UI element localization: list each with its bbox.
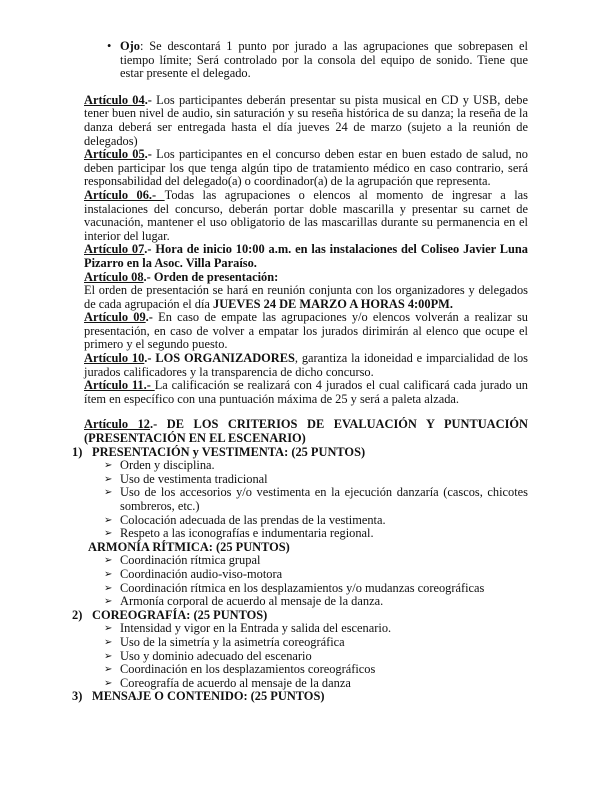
criteria-item-text: Intensidad y vigor en la Entrada y salida del escenario. <box>120 621 392 636</box>
criteria-item-text: Uso de los accesorios y/o vestimenta en la ejecución danzaría (cascos, chicotes sombreros, etc.) <box>120 485 528 513</box>
arrow-bullet-icon: ➢ <box>104 623 113 635</box>
criteria-item <box>84 622 528 636</box>
arrow-bullet-icon: ➢ <box>104 473 113 485</box>
criteria-item-text: Uso de vestimenta tradicional <box>120 471 268 486</box>
article-label: Artículo 12 <box>84 417 150 432</box>
article-04 <box>84 94 528 148</box>
article-08-heading <box>84 271 528 285</box>
criteria-item <box>84 459 528 473</box>
arrow-bullet-icon: ➢ <box>104 568 113 580</box>
criteria-item-text: Coreografía de acuerdo al mensaje de la danza <box>120 675 351 690</box>
criteria-section <box>84 541 528 555</box>
criteria-section <box>72 609 528 623</box>
section-number: 1) <box>72 444 83 459</box>
article-sep: .- <box>143 269 154 284</box>
arrow-bullet-icon: ➢ <box>104 664 113 676</box>
article-text: , garantiza la idoneidad e imparcialidad de los jurados calificadores y la transparencia de dicho concurso. <box>84 351 528 379</box>
article-label: Artículo 11.- <box>84 378 155 393</box>
article-emphasis: JUEVES 24 DE MARZO A HORAS 4:00PM. <box>213 296 453 311</box>
bullet-icon: • <box>107 39 112 53</box>
article-08-body <box>84 284 528 311</box>
section-title: ARMONÍA RÍTMICA: (25 PUNTOS) <box>88 539 290 554</box>
section-number: 3) <box>72 689 83 704</box>
article-label: Artículo 06.- <box>84 187 165 202</box>
criteria-item-text: Coordinación audio-viso-motora <box>120 566 283 581</box>
section-number: 2) <box>72 607 83 622</box>
article-sep: .- <box>144 92 157 107</box>
article-sep: .- <box>144 147 157 162</box>
arrow-bullet-icon: ➢ <box>104 487 113 499</box>
article-text: Los participantes deberán presentar su pista musical en CD y USB, debe tener buen nivel de audio, sin saturación y su reseña histórica de su danza; la reseña de la danza deberá ser entregada hasta el día jueves 24 de marzo (sujeto a la reunión de delegados) <box>84 92 528 148</box>
criteria-item <box>84 636 528 650</box>
ojo-text: : Se descontará 1 punto por jurado a las agrupaciones que sobrepasen el tiempo límite; Será controlado por la consola del equipo de sonido. Tiene que estar presente el delegado. <box>120 39 528 81</box>
article-heading: Orden de presentación: <box>153 269 279 284</box>
criteria-list <box>84 622 528 690</box>
article-sep: .- <box>150 417 167 432</box>
criteria-item <box>84 677 528 691</box>
criteria-list <box>84 459 528 541</box>
article-sep: .- <box>144 351 156 366</box>
article-text: Todas las agrupaciones o elencos al momento de ingresar a las instalaciones del concurso, deberán portar doble mascarilla y presentar su carnet de vacunación, mantener el uso obligatorio de las mascarillas durante su permanencia en el interior del lugar. <box>84 187 529 243</box>
article-label: Artículo 09 <box>84 310 146 325</box>
arrow-bullet-icon: ➢ <box>104 528 113 540</box>
criteria-item-text: Uso y dominio adecuado del escenario <box>120 648 312 663</box>
criteria-item <box>84 568 528 582</box>
article-11 <box>84 379 528 406</box>
article-text: En caso de empate las agrupaciones y/o elencos volverán a realizar su presentación, en caso de volver a empatar los jurados dirimirán al elenco que ocupe el primero y el segundo puesto. <box>84 310 528 352</box>
criteria-item-text: Armonía corporal de acuerdo al mensaje de la danza. <box>120 594 384 609</box>
article-emphasis: LOS ORGANIZADORES <box>155 351 295 366</box>
article-06 <box>84 189 528 243</box>
criteria-list <box>84 554 528 608</box>
arrow-bullet-icon: ➢ <box>104 650 113 662</box>
criteria-section <box>72 446 528 460</box>
article-07 <box>84 243 528 270</box>
criteria-item <box>84 650 528 664</box>
section-title: PRESENTACIÓN y VESTIMENTA: (25 PUNTOS) <box>92 444 366 459</box>
article-09 <box>84 311 528 352</box>
arrow-bullet-icon: ➢ <box>104 555 113 567</box>
arrow-bullet-icon: ➢ <box>104 460 113 472</box>
document-page <box>72 39 529 704</box>
arrow-bullet-icon: ➢ <box>104 596 113 608</box>
criteria-item <box>84 527 528 541</box>
criteria-item-text: Orden y disciplina. <box>120 458 215 473</box>
criteria-item-text: Coordinación rítmica grupal <box>120 553 261 568</box>
article-12-heading <box>84 418 528 432</box>
article-text: La calificación se realizará con 4 jurados el cual calificará cada jurado un ítem en específico con una puntuación máxima de 25 y será a paleta alzada. <box>84 378 528 406</box>
section-title: MENSAJE O CONTENIDO: (25 PUNTOS) <box>92 689 325 704</box>
criteria-item <box>84 473 528 487</box>
criteria-item <box>84 663 528 677</box>
article-10 <box>84 352 528 379</box>
article-title: DE LOS CRITERIOS DE EVALUACIÓN Y PUNTUACIÓN <box>166 417 528 432</box>
criteria-item-text: Colocación adecuada de las prendas de la vestimenta. <box>120 512 386 527</box>
criteria-section <box>72 690 528 704</box>
article-label: Artículo 04 <box>84 92 145 107</box>
article-text: Los participantes en el concurso deben estar en buen estado de salud, no deben participar los que tenga algún tipo de tratamiento médico en caso contrario, será responsabilidad del delegado(a) o coordinador(a) de la agrupación que representa. <box>84 147 528 189</box>
ojo-label: Ojo <box>120 39 140 53</box>
arrow-bullet-icon: ➢ <box>104 582 113 594</box>
criteria-item <box>84 486 528 513</box>
arrow-bullet-icon: ➢ <box>104 514 113 526</box>
criteria-item <box>84 514 528 528</box>
arrow-bullet-icon: ➢ <box>104 636 113 648</box>
criteria-item-text: Respeto a las iconografías e indumentaria regional. <box>120 526 374 541</box>
article-label: Artículo 05 <box>84 147 145 162</box>
article-text: El orden de presentación se hará en reunión conjunta con los organizadores y delegados de cada agrupación el día <box>84 283 528 311</box>
section-title: COREOGRAFÍA: (25 PUNTOS) <box>92 607 268 622</box>
article-label: Artículo 08 <box>84 269 144 284</box>
criteria-item <box>84 595 528 609</box>
arrow-bullet-icon: ➢ <box>104 677 113 689</box>
article-label: Artículo 10 <box>84 351 145 366</box>
article-sep: .- <box>145 310 159 325</box>
criteria-item-text: Coordinación rítmica en los desplazamientos y/o mudanzas coreográficas <box>120 580 485 595</box>
criteria-item-text: Uso de la simetría y la asimetría coreográfica <box>120 634 345 649</box>
article-sep: .- <box>144 242 156 257</box>
article-label: Artículo 07 <box>84 242 145 257</box>
criteria-item <box>84 582 528 596</box>
criteria-item-text: Coordinación en los desplazamientos coreográficos <box>120 662 376 677</box>
ojo-note <box>84 40 528 81</box>
article-text: Hora de inicio 10:00 a.m. en las instalaciones del Coliseo Javier Luna Pizarro en la Asoc. Villa Paraíso. <box>84 242 528 270</box>
criteria-item <box>84 554 528 568</box>
article-05 <box>84 148 528 189</box>
article-12-subtitle: (PRESENTACIÓN EN EL ESCENARIO) <box>84 431 306 446</box>
